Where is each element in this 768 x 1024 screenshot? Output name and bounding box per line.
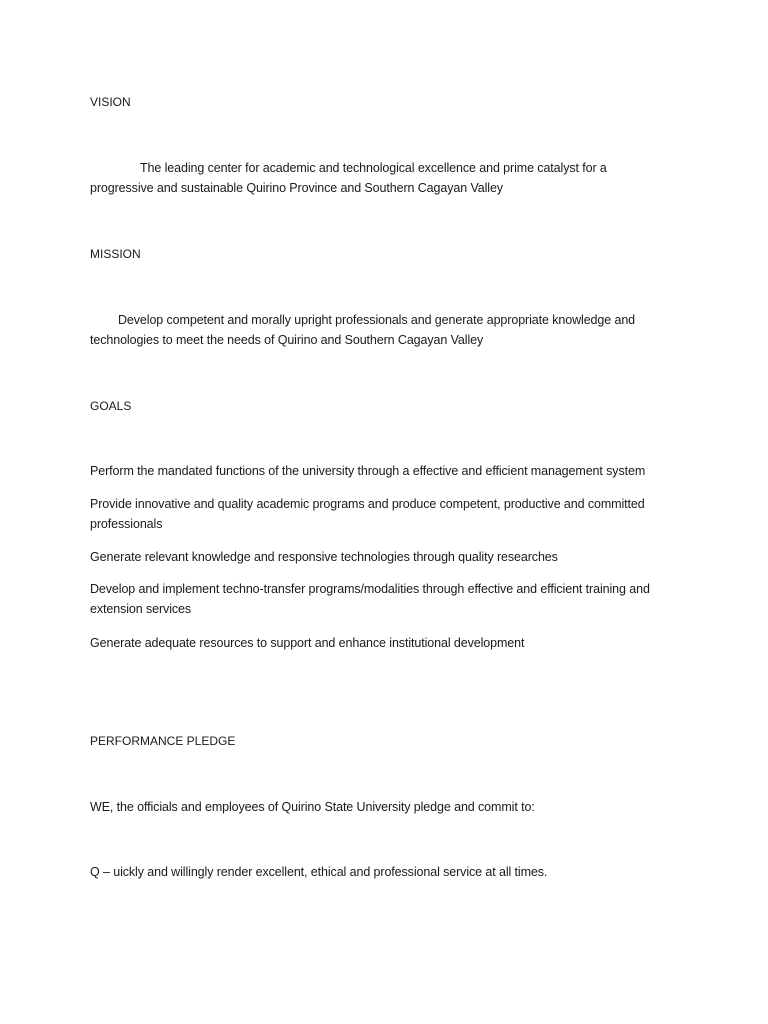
goal-item: Provide innovative and quality academic programs and produce competent, productive and committed professionals bbox=[90, 497, 645, 531]
pledge-heading: PERFORMANCE PLEDGE bbox=[90, 734, 236, 748]
goal-item: Generate adequate resources to support and enhance institutional development bbox=[90, 636, 525, 650]
mission-heading: MISSION bbox=[90, 247, 141, 261]
vision-text: The leading center for academic and technological excellence and prime catalyst for a progressive and sustainable Quirino Province and Southern Cagayan Valley bbox=[90, 161, 607, 195]
goal-item: Perform the mandated functions of the university through a effective and efficient management system bbox=[90, 464, 646, 478]
goal-item: Generate relevant knowledge and responsive technologies through quality researches bbox=[90, 550, 558, 564]
pledge-q-line: Q – uickly and willingly render excellent, ethical and professional service at all times. bbox=[90, 865, 548, 879]
goals-heading: GOALS bbox=[90, 399, 132, 413]
goal-item: Develop and implement techno-transfer programs/modalities through effective and efficient training and extension services bbox=[90, 582, 650, 616]
vision-heading: VISION bbox=[90, 95, 131, 109]
mission-text: Develop competent and morally upright professionals and generate appropriate knowledge and technologies to meet the needs of Quirino and Southern Cagayan Valley bbox=[90, 313, 636, 347]
pledge-intro: WE, the officials and employees of Quirino State University pledge and commit to: bbox=[90, 800, 535, 814]
